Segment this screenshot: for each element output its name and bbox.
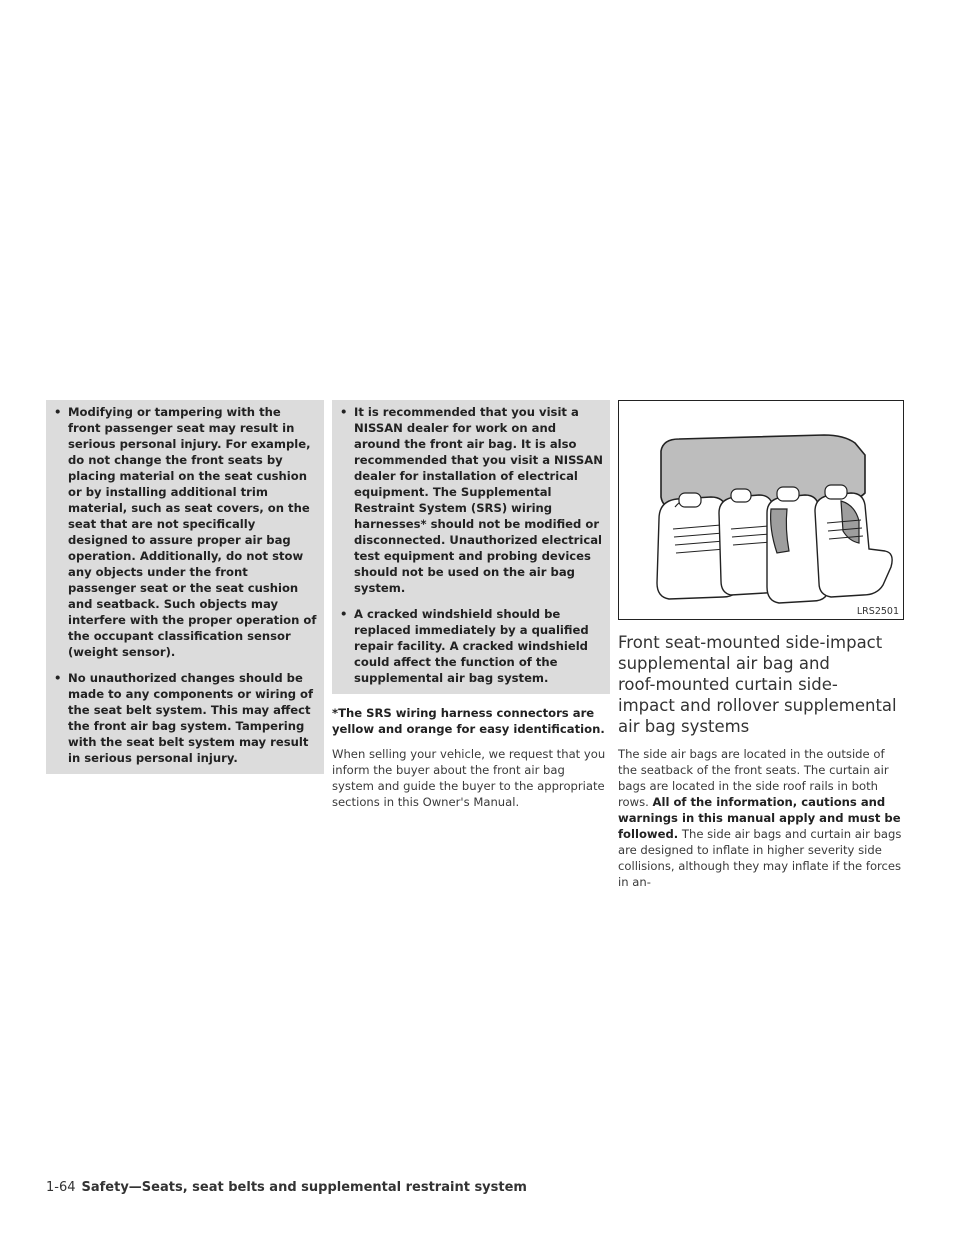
body-paragraph bbox=[618, 746, 904, 890]
figure-air-bag-illustration bbox=[618, 400, 904, 620]
bullet-text: It is recommended that you visit a NISSAN dealer for work on and around the front air bag. It is also recommended that you visit a NISSAN dealer for installation of electrical equipment. The Supplemental Restraint System (SRS) wiring harnesses* should not be modified or disconnected. Unauthorized electrical test equipment and probing devices should not be used on the air bag system. bbox=[354, 405, 603, 595]
warning-bullet bbox=[52, 670, 317, 766]
body-text: The side air bags are located in the outside of the seatback of the front seats. The curtain air bags are located in the side roof rails in both rows. bbox=[618, 747, 889, 809]
page-footer bbox=[46, 1180, 527, 1195]
heading-line: air bag systems bbox=[618, 717, 750, 736]
section-heading bbox=[618, 632, 904, 737]
page-number: 1-64 bbox=[46, 1180, 76, 1195]
bullet-glyph: • bbox=[340, 607, 348, 621]
column-middle bbox=[332, 400, 610, 810]
heading-line: impact and rollover supplemental bbox=[618, 696, 897, 715]
bullet-text: A cracked windshield should be replaced immediately by a qualified repair facility. A cracked windshield could affect the function of the supplemental air bag system. bbox=[354, 607, 589, 685]
heading-line: supplemental air bag and bbox=[618, 654, 830, 673]
body-paragraph: When selling your vehicle, we request that you inform the buyer about the front air bag system and guide the buyer to the appropriate sections in this Owner's Manual. bbox=[332, 747, 606, 809]
bullet-text: No unauthorized changes should be made to any components or wiring of the seat belt system. This may affect the front air bag system. Tampering with the seat belt system may result in serious personal injury. bbox=[68, 671, 314, 765]
column-left bbox=[46, 400, 324, 774]
figure-code: LRS2501 bbox=[856, 606, 899, 617]
bullet-glyph: • bbox=[340, 405, 348, 419]
body-text: The side air bags and curtain air bags are designed to inflate in higher severity side collisions, although they may inflate if the forces in an- bbox=[618, 827, 902, 889]
section-title: Safety—Seats, seat belts and supplemental restraint system bbox=[81, 1180, 527, 1195]
bullet-text: Modifying or tampering with the front passenger seat may result in serious personal injury. For example, do not change the front seats by placing material on the seat cushion or by installing additional trim material, such as seat covers, on the seat that are not specifically designed to assure proper air bag operation. Additionally, do not stow any objects under the front passenger seat or the seat cushion and seatback. Such objects may interfere with the proper operation of the occupant classification sensor (weight sensor). bbox=[68, 405, 317, 659]
column-right bbox=[618, 400, 904, 890]
heading-line: Front seat-mounted side-impact bbox=[618, 633, 883, 652]
heading-line: roof-mounted curtain side- bbox=[618, 675, 838, 694]
warning-bullet bbox=[338, 606, 603, 686]
footnote: *The SRS wiring harness connectors are yellow and orange for easy identification. bbox=[332, 706, 605, 736]
seats-curtain-airbag-illustration bbox=[619, 401, 903, 619]
bullet-glyph: • bbox=[54, 405, 62, 419]
warning-box bbox=[332, 400, 610, 694]
warning-box bbox=[46, 400, 324, 774]
warning-bullet bbox=[52, 404, 317, 660]
warning-bullet bbox=[338, 404, 603, 596]
bullet-glyph: • bbox=[54, 671, 62, 685]
body-emphasis: All of the information, cautions and warnings in this manual apply and must be followed. bbox=[618, 795, 901, 841]
